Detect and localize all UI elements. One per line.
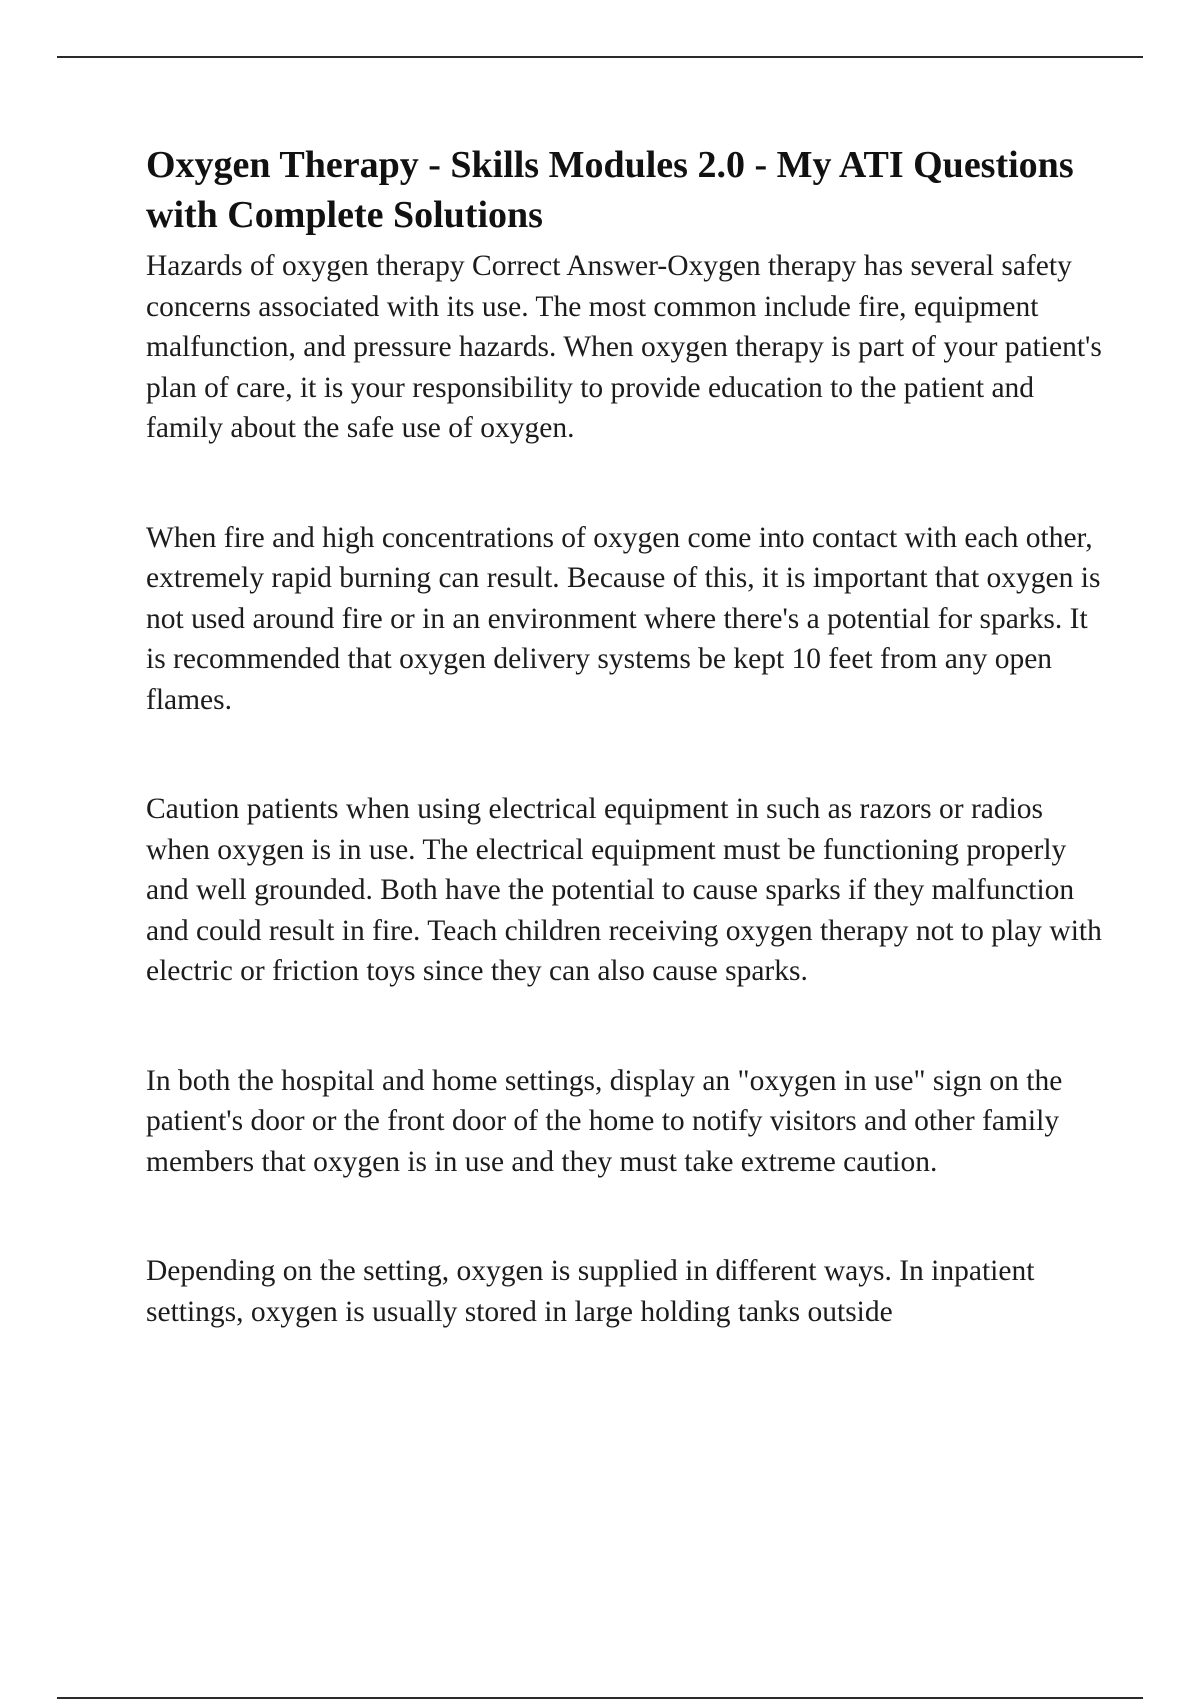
paragraph-hazards: Hazards of oxygen therapy Correct Answer-Oxygen therapy has several safety concerns associated with its use. The most common include fire, equipment malfunction, and pressure hazards. When oxygen therapy is part of your patient's plan of care, it is your responsibility to provide education to the patient and family about the safe use of oxygen.: [146, 250, 1102, 444]
paragraph-electrical: Caution patients when using electrical equipment in such as razors or radios when oxygen is in use. The electrical equipment must be functioning properly and well grounded. Both have the potential to cause sparks if they malfunction and could result in fire. Teach children receiving oxygen therapy not to play with electric or friction toys since they can also cause sparks.: [146, 793, 1102, 987]
header-rule: [57, 56, 1143, 58]
footer-rule: [57, 1697, 1143, 1699]
document-body: [146, 140, 1106, 1401]
paragraph-fire: When fire and high concentrations of oxygen come into contact with each other, extremely rapid burning can result. Because of this, it is important that oxygen is not used around fire or in an environment where there's a potential for sparks. It is recommended that oxygen delivery systems be kept 10 feet from any open flames.: [146, 521, 1101, 716]
paragraph-supply: Depending on the setting, oxygen is supplied in different ways. In inpatient settings, oxygen is usually stored in large holding tanks outside: [146, 1255, 1035, 1328]
paragraph-signage: In both the hospital and home settings, display an "oxygen in use" sign on the patient's door or the front door of the home to notify visitors and other family members that oxygen is in use and they must take extreme caution.: [146, 1064, 1063, 1178]
document-title: Oxygen Therapy - Skills Modules 2.0 - My ATI Questions with Complete Solutions: [146, 144, 1074, 236]
